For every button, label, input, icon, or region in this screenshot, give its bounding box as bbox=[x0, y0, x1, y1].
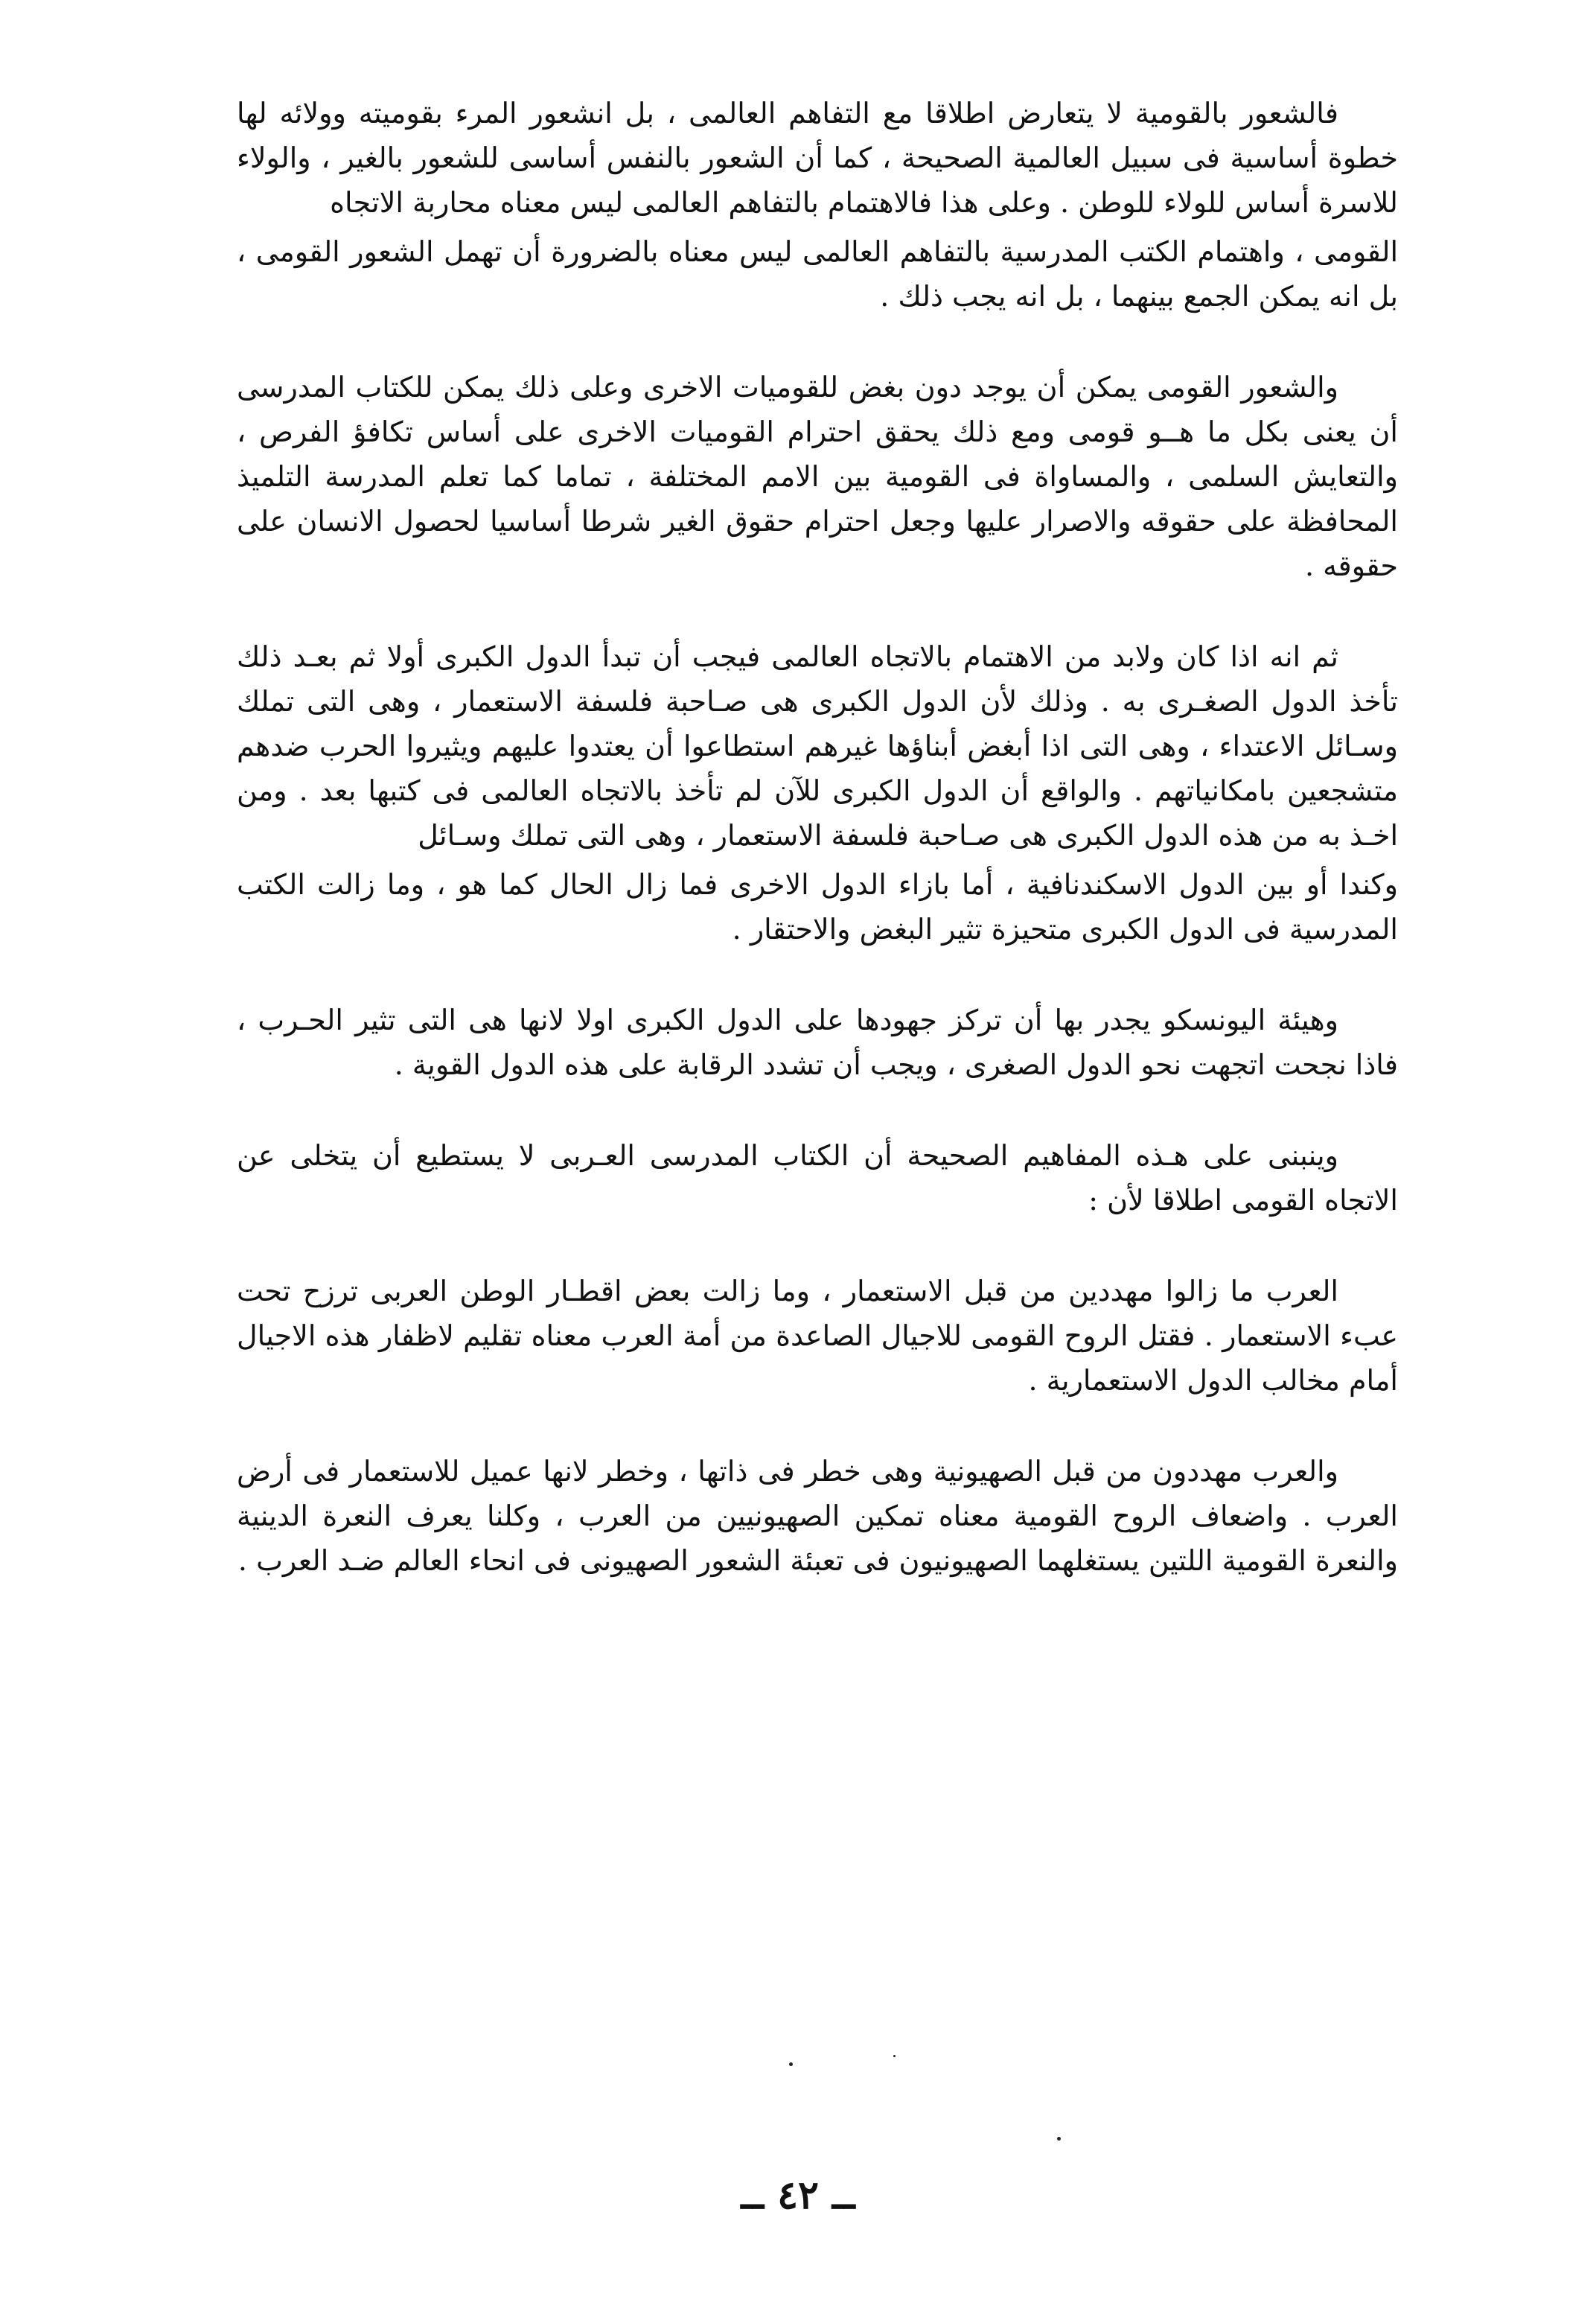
body-text bbox=[237, 91, 1398, 1629]
page-number: ــ ٤٢ ــ bbox=[741, 2173, 855, 2218]
paragraph-7: وينبنى على هـذه المفاهيم الصحيحة أن الكتاب المدرسى العـربى لا يستطيع أن يتخلى عن الاتجاه القومى اطلاقا لأن : bbox=[237, 1139, 1398, 1217]
paragraph-4: ثم انه اذا كان ولابد من الاهتمام بالاتجاه العالمى فيجب أن تبدأ الدول الكبرى أولا ثم بعـد ذلك تأخذ الدول الصغـرى به . وذلك لأن الدول الكبرى هى صـاحبة فلسفة الاستعمار ، وهى التى تملك وسـائل الاعتداء ، وهى التى اذا أبغض أبناؤها غيرهم استطاعوا أن يعتدوا عليهم ويثيروا الحرب ضدهم متشجعين بامكانياتهم . والواقع أن الدول الكبرى للآن لم تأخذ بالاتجاه العالمى فى كتبها بعد . ومن اخـذ به من هذه الدول الكبرى هى صـاحبة فلسفة الاستعمار ، وهى التى تملك وسـائل bbox=[237, 640, 1398, 852]
paragraph-1: فالشعور بالقومية لا يتعارض اطلاقا مع التفاهم العالمى ، بل انشعور المرء بقوميته وولائه لها خطوة أساسية فى سبيل العالمية الصحيحة ، كما أن الشعور بالنفس أساسى للشعور بالغير ، والولاء للاسرة أساس للولاء للوطن . وعلى هذا فالاهتمام بالتفاهم العالمى ليس معناه محاربة الاتجاه bbox=[237, 97, 1398, 219]
paragraph-9: والعرب مهددون من قبل الصهيونية وهى خطر فى ذاتها ، وخطر لانها عميل للاستعمار فى أرض العرب . واضعاف الروح القومية معناه تمكين الصهيونيين من العرب ، وكلنا يعرف النعرة الدينية والنعرة القومية اللتين يستغلهما الصهيونيون فى تعبئة الشعور الصهيونى فى انحاء العالم ضـد العرب . bbox=[237, 1455, 1398, 1577]
paragraph-2: القومى ، واهتمام الكتب المدرسية بالتفاهم العالمى ليس معناه بالضرورة أن تهمل الشعور القومى ، بل انه يمكن الجمع بينهما ، بل انه يجب ذلك . bbox=[237, 235, 1399, 313]
paragraph-6: وهيئة اليونسكو يجدر بها أن تركز جهودها على الدول الكبرى اولا لانها هى التى تثير الحـرب ، فاذا نجحت اتجهت نحو الدول الصغرى ، ويجب أن تشدد الرقابة على هذه الدول القوية . bbox=[237, 1004, 1398, 1081]
scan-speck bbox=[893, 2055, 896, 2057]
scan-speck bbox=[789, 2062, 793, 2066]
paragraph-3: والشعور القومى يمكن أن يوجد دون بغض للقوميات الاخرى وعلى ذلك يمكن للكتاب المدرسى أن يعنى بكل ما هــو قومى ومع ذلك يحقق احترام القوميات الاخرى على أساس تكافؤ الفرص ، والتعايش السلمى ، والمساواة فى القومية بين الامم المختلفة ، تماما كما تعلم المدرسة التلميذ المحافظة على حقوقه والاصرار عليها وجعل احترام حقوق الغير شرطا أساسيا لحصول الانسان على حقوقه . bbox=[237, 371, 1398, 582]
scan-speck bbox=[1057, 2137, 1061, 2141]
paragraph-5: وكندا أو بين الدول الاسكندنافية ، أما بازاء الدول الاخرى فما زال الحال كما هو ، وما زالت الكتب المدرسية فى الدول الكبرى متحيزة تثير البغض والاحتقار . bbox=[237, 868, 1398, 946]
paragraph-8: العرب ما زالوا مهددين من قبل الاستعمار ، وما زالت بعض اقطـار الوطن العربى ترزح تحت عبء الاستعمار . فقتل الروح القومى للاجيال الصاعدة من أمة العرب معناه تقليم لاظفار هذه الاجيال أمام مخالب الدول الاستعمارية . bbox=[237, 1275, 1398, 1397]
